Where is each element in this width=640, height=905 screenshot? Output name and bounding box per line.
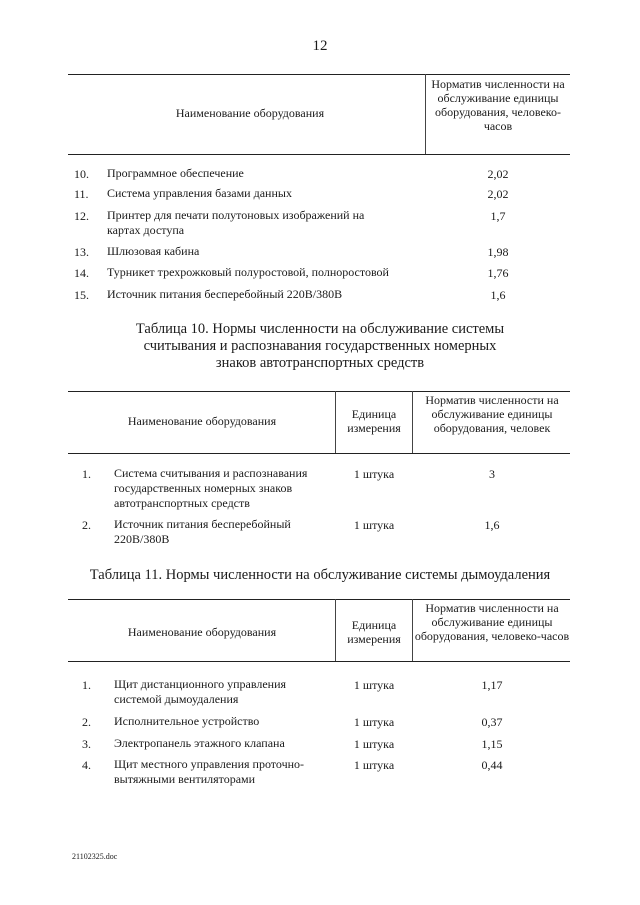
row-unit: 1 штука (353, 758, 395, 772)
row-number: 4. (82, 758, 91, 772)
row-unit: 1 штука (353, 737, 395, 751)
row-number: 10. (74, 167, 89, 181)
column-header-equipment: Наименование оборудования (127, 414, 277, 428)
column-header-norm: Норматив численности на обслуживание единицы оборудования, человеко-часов (431, 77, 565, 133)
row-equipment-name: Источник питания бесперебойный 220В/380В (114, 517, 291, 546)
table-10-title: Таблица 10. Нормы численности на обслуживание системы считывания и распознавания государственных номерных знаков автотранспортных средств (135, 321, 505, 371)
row-number: 15. (74, 288, 89, 302)
row-number: 2. (82, 715, 91, 729)
table-header-rule (68, 661, 570, 662)
row-number: 13. (74, 245, 89, 259)
row-number: 1. (82, 678, 91, 692)
column-header-equipment: Наименование оборудования (175, 106, 325, 120)
row-number: 2. (82, 518, 91, 532)
row-norm-value: 1,15 (481, 737, 503, 751)
row-unit: 1 штука (353, 467, 395, 481)
row-norm-value: 1,76 (487, 266, 509, 280)
row-number: 12. (74, 209, 89, 223)
row-equipment-name: Источник питания бесперебойный 220В/380В (107, 287, 343, 301)
row-number: 14. (74, 266, 89, 280)
column-header-unit: Единица измерения (347, 618, 401, 646)
column-header-equipment: Наименование оборудования (127, 625, 277, 639)
column-header-unit: Единица измерения (347, 407, 401, 435)
column-header-norm: Норматив численности на обслуживание единицы оборудования, человеко-часов (414, 601, 570, 643)
row-norm-value: 2,02 (487, 187, 509, 201)
row-equipment-name: Турникет трехрожковый полуростовой, полноростовой (107, 265, 389, 279)
row-norm-value: 1,17 (481, 678, 503, 692)
row-equipment-name: Шлюзовая кабина (107, 244, 200, 258)
row-number: 11. (74, 187, 89, 201)
table-column-divider (412, 391, 413, 453)
row-norm-value: 0,37 (481, 715, 503, 729)
row-norm-value: 1,6 (490, 288, 506, 302)
table-column-divider (425, 74, 426, 154)
page-number: 12 (312, 38, 328, 54)
table-column-divider (335, 391, 336, 453)
row-norm-value: 3 (489, 467, 495, 481)
document-filename: 21102325.doc (72, 852, 118, 861)
row-norm-value: 1,98 (487, 245, 509, 259)
table-column-divider (412, 599, 413, 661)
row-norm-value: 1,6 (484, 518, 500, 532)
column-header-norm: Норматив численности на обслуживание единицы оборудования, человек (425, 393, 559, 435)
row-norm-value: 1,7 (490, 209, 506, 223)
row-equipment-name: Щит дистанционного управления системой дымоудаления (114, 677, 287, 706)
row-equipment-name: Исполнительное устройство (114, 714, 260, 728)
table-top-rule (68, 599, 570, 600)
table-top-rule (68, 391, 570, 392)
table-11-title: Таблица 11. Нормы численности на обслуживание системы дымоудаления (89, 567, 551, 583)
row-equipment-name: Электропанель этажного клапана (114, 736, 285, 750)
table-top-rule (68, 74, 570, 75)
table-header-rule (68, 453, 570, 454)
row-unit: 1 штука (353, 715, 395, 729)
row-number: 1. (82, 467, 91, 481)
row-equipment-name: Щит местного управления проточно-вытяжными вентиляторами (114, 757, 305, 786)
row-norm-value: 0,44 (481, 758, 503, 772)
row-unit: 1 штука (353, 678, 395, 692)
row-equipment-name: Программное обеспечение (107, 166, 244, 180)
table-header-rule (68, 154, 570, 155)
row-equipment-name: Принтер для печати полутоновых изображений на картах доступа (107, 208, 365, 237)
row-unit: 1 штука (353, 518, 395, 532)
table-column-divider (335, 599, 336, 661)
row-equipment-name: Система управления базами данных (107, 186, 292, 200)
row-norm-value: 2,02 (487, 167, 509, 181)
row-number: 3. (82, 737, 91, 751)
row-equipment-name: Система считывания и распознавания государственных номерных знаков автотранспортных средств (114, 466, 308, 510)
